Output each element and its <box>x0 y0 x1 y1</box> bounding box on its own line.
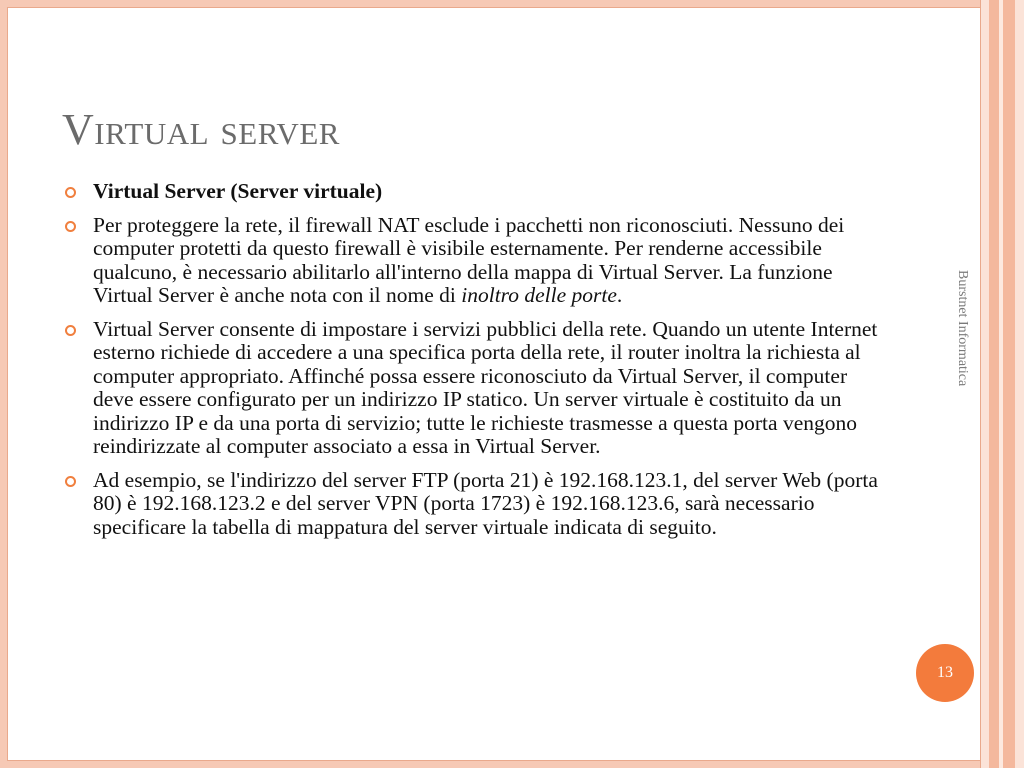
bullet-item <box>62 180 882 204</box>
bullet-circle-icon <box>65 476 76 487</box>
slide-content <box>62 180 882 549</box>
page-number-badge <box>916 644 974 702</box>
decorative-stripe <box>1003 0 1015 768</box>
bullet-text: Per proteggere la rete, il firewall NAT esclude i pacchetti non riconosciuti. Nessuno dei computer protetti da questo firewall è visibile esternamente. Per renderne accessibile qualcuno, è necessario abilitarlo all'interno della mappa di Virtual Server. La funzione Virtual Server è anche nota con il nome di <box>93 212 845 307</box>
page-number: 13 <box>937 664 953 681</box>
decorative-stripe <box>980 0 989 768</box>
bullet-text: Virtual Server (Server virtuale) <box>93 179 383 203</box>
side-label: Burstnet Informatica <box>955 270 970 387</box>
bullet-circle-icon <box>65 221 76 232</box>
slide-title: Virtual server <box>62 105 340 154</box>
bullet-text: Ad esempio, se l'indirizzo del server FTP (porta 21) è 192.168.123.1, del server Web (porta 80) è 192.168.123.2 e del server VPN (porta 1723) è 192.168.123.6, sarà necessario specificare la tabella di mappatura del server virtuale indicata di seguito. <box>93 467 878 539</box>
bullet-item <box>62 214 882 308</box>
bullet-text: Virtual Server consente di impostare i servizi pubblici della rete. Quando un utente Internet esterno richiede di accedere a una specifica porta della rete, il router inoltra la richiesta al computer appropriato. Affinché possa essere riconosciuto da Virtual Server, il computer deve essere configurato per un indirizzo IP statico. Un server virtuale è costituito da un indirizzo IP e da una porta di servizio; tutte le richieste trasmesse a questa porta vengono reindirizzate al computer associato a essa in Virtual Server. <box>93 316 878 458</box>
bullet-circle-icon <box>65 325 76 336</box>
bullet-item <box>62 469 882 540</box>
decorative-stripe <box>1015 0 1024 768</box>
bullet-text-italic: inoltro delle porte <box>461 283 617 307</box>
decorative-stripe <box>989 0 999 768</box>
bullet-item <box>62 318 882 459</box>
bullet-circle-icon <box>65 187 76 198</box>
bullet-text: . <box>616 283 623 307</box>
